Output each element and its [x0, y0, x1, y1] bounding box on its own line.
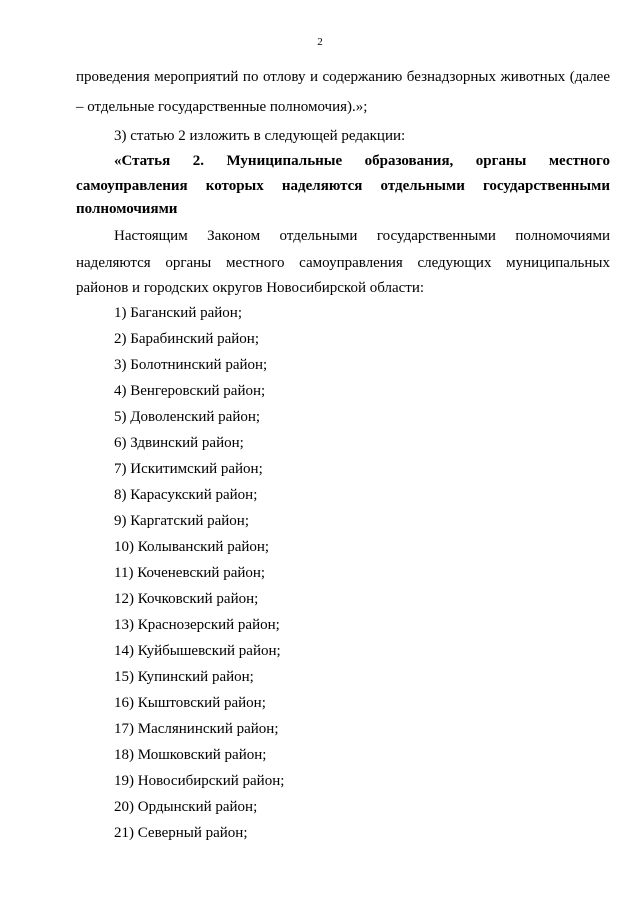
list-item: 4) Венгеровский район;	[114, 383, 266, 399]
list-item: 12) Кочковский район;	[114, 591, 259, 607]
list-item: 5) Доволенский район;	[114, 409, 261, 425]
list-item: 18) Мошковский район;	[114, 747, 267, 763]
body-paragraph-line-3: районов и городских округов Новосибирской области:	[76, 280, 425, 296]
intro-line-1: проведения мероприятий по отлову и содержанию безнадзорных животных (далее	[76, 69, 610, 85]
list-item: 17) Маслянинский район;	[114, 721, 279, 737]
list-item: 2) Барабинский район;	[114, 331, 259, 347]
list-item: 13) Краснозерский район;	[114, 617, 280, 633]
intro-line-2: – отдельные государственные полномочия).»;	[76, 99, 368, 115]
list-item: 7) Искитимский район;	[114, 461, 263, 477]
list-item: 3) Болотнинский район;	[114, 357, 268, 373]
list-item: 9) Каргатский район;	[114, 513, 249, 529]
list-item: 6) Здвинский район;	[114, 435, 244, 451]
article-heading-line-2: самоуправления которых наделяются отдельными государственными	[76, 178, 610, 194]
article-heading-line-3: полномочиями	[76, 201, 178, 217]
list-item: 16) Кыштовский район;	[114, 695, 266, 711]
list-item: 15) Купинский район;	[114, 669, 254, 685]
list-item: 1) Баганский район;	[114, 305, 242, 321]
body-paragraph-line-2: наделяются органы местного самоуправления следующих муниципальных	[76, 255, 610, 271]
body-paragraph-line-1: Настоящим Законом отдельными государственными полномочиями	[114, 228, 610, 244]
article-heading-line-1: «Статья 2. Муниципальные образования, органы местного	[114, 153, 610, 169]
list-item: 14) Куйбышевский район;	[114, 643, 281, 659]
page-number: 2	[317, 36, 323, 48]
list-item: 21) Северный район;	[114, 825, 248, 841]
amendment-item-3: 3) статью 2 изложить в следующей редакции:	[114, 128, 406, 144]
list-item: 19) Новосибирский район;	[114, 773, 285, 789]
list-item: 8) Карасукский район;	[114, 487, 258, 503]
list-item: 10) Колыванский район;	[114, 539, 270, 555]
list-item: 20) Ордынский район;	[114, 799, 258, 815]
list-item: 11) Коченевский район;	[114, 565, 266, 581]
